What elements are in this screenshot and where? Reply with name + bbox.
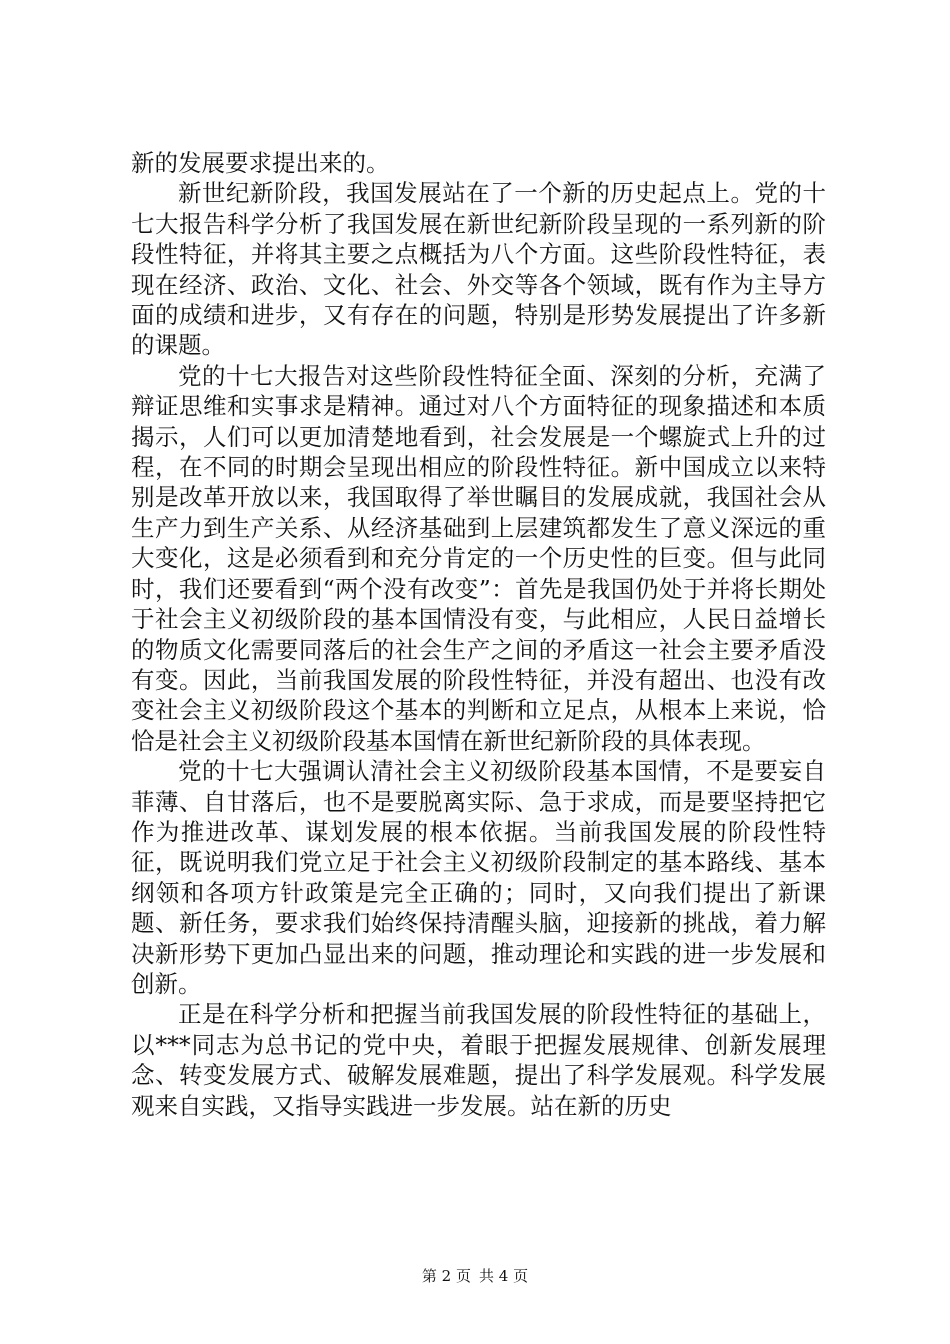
paragraph: 党的十七大强调认清社会主义初级阶段基本国情，不是要妄自菲薄、自甘落后，也不是要脱离实际、急于求成，而是要坚持把它作为推进改革、谋划发展的根本依据。当前我国发展的阶段性特征，既说明我们党立足于社会主义初级阶段制定的基本路线、基本纲领和各项方针政策是完全正确的；同时，又向我们提出了新课题、新任务，要求我们始终保持清醒头脑，迎接新的挑战，着力解决新形势下更加凸显出来的问题，推动理论和实践的进一步发展和创新。: [131, 757, 826, 998]
paragraph-continuation: 新的发展要求提出来的。: [131, 149, 390, 177]
body-text: [131, 148, 826, 1121]
paragraph: 党的十七大报告对这些阶段性特征全面、深刻的分析，充满了辩证思维和实事求是精神。通过对八个方面特征的现象描述和本质揭示，人们可以更加清楚地看到，社会发展是一个螺旋式上升的过程，在不同的时期会呈现出相应的阶段性特征。新中国成立以来特别是改革开放以来，我国取得了举世瞩目的发展成就，我国社会从生产力到生产关系、从经济基础到上层建筑都发生了意义深远的重大变化，这是必须看到和充分肯定的一个历史性的巨变。但与此同时，我们还要看到“两个没有改变”：首先是我国仍处于并将长期处于社会主义初级阶段的基本国情没有变，与此相应，人民日益增长的物质文化需要同落后的社会生产之间的矛盾这一社会主要矛盾没有变。因此，当前我国发展的阶段性特征，并没有超出、也没有改变社会主义初级阶段这个基本的判断和立足点，从根本上来说，恰恰是社会主义初级阶段基本国情在新世纪新阶段的具体表现。: [131, 361, 826, 755]
paragraph: 新世纪新阶段，我国发展站在了一个新的历史起点上。党的十七大报告科学分析了我国发展在新世纪新阶段呈现的一系列新的阶段性特征，并将其主要之点概括为八个方面。这些阶段性特征，表现在经济、政治、文化、社会、外交等各个领域，既有作为主导方面的成绩和进步，又有存在的问题，特别是形势发展提出了许多新的课题。: [131, 179, 826, 360]
paragraph: 正是在科学分析和把握当前我国发展的阶段性特征的基础上，以***同志为总书记的党中央，着眼于把握发展规律、创新发展理念、转变发展方式、破解发展难题，提出了科学发展观。科学发展观来自实践，又指导实践进一步发展。站在新的历史: [131, 1000, 826, 1120]
page-total: 共 4 页: [479, 1267, 529, 1285]
page-number: 第 2 页: [421, 1267, 471, 1285]
page-footer: [0, 1265, 950, 1286]
